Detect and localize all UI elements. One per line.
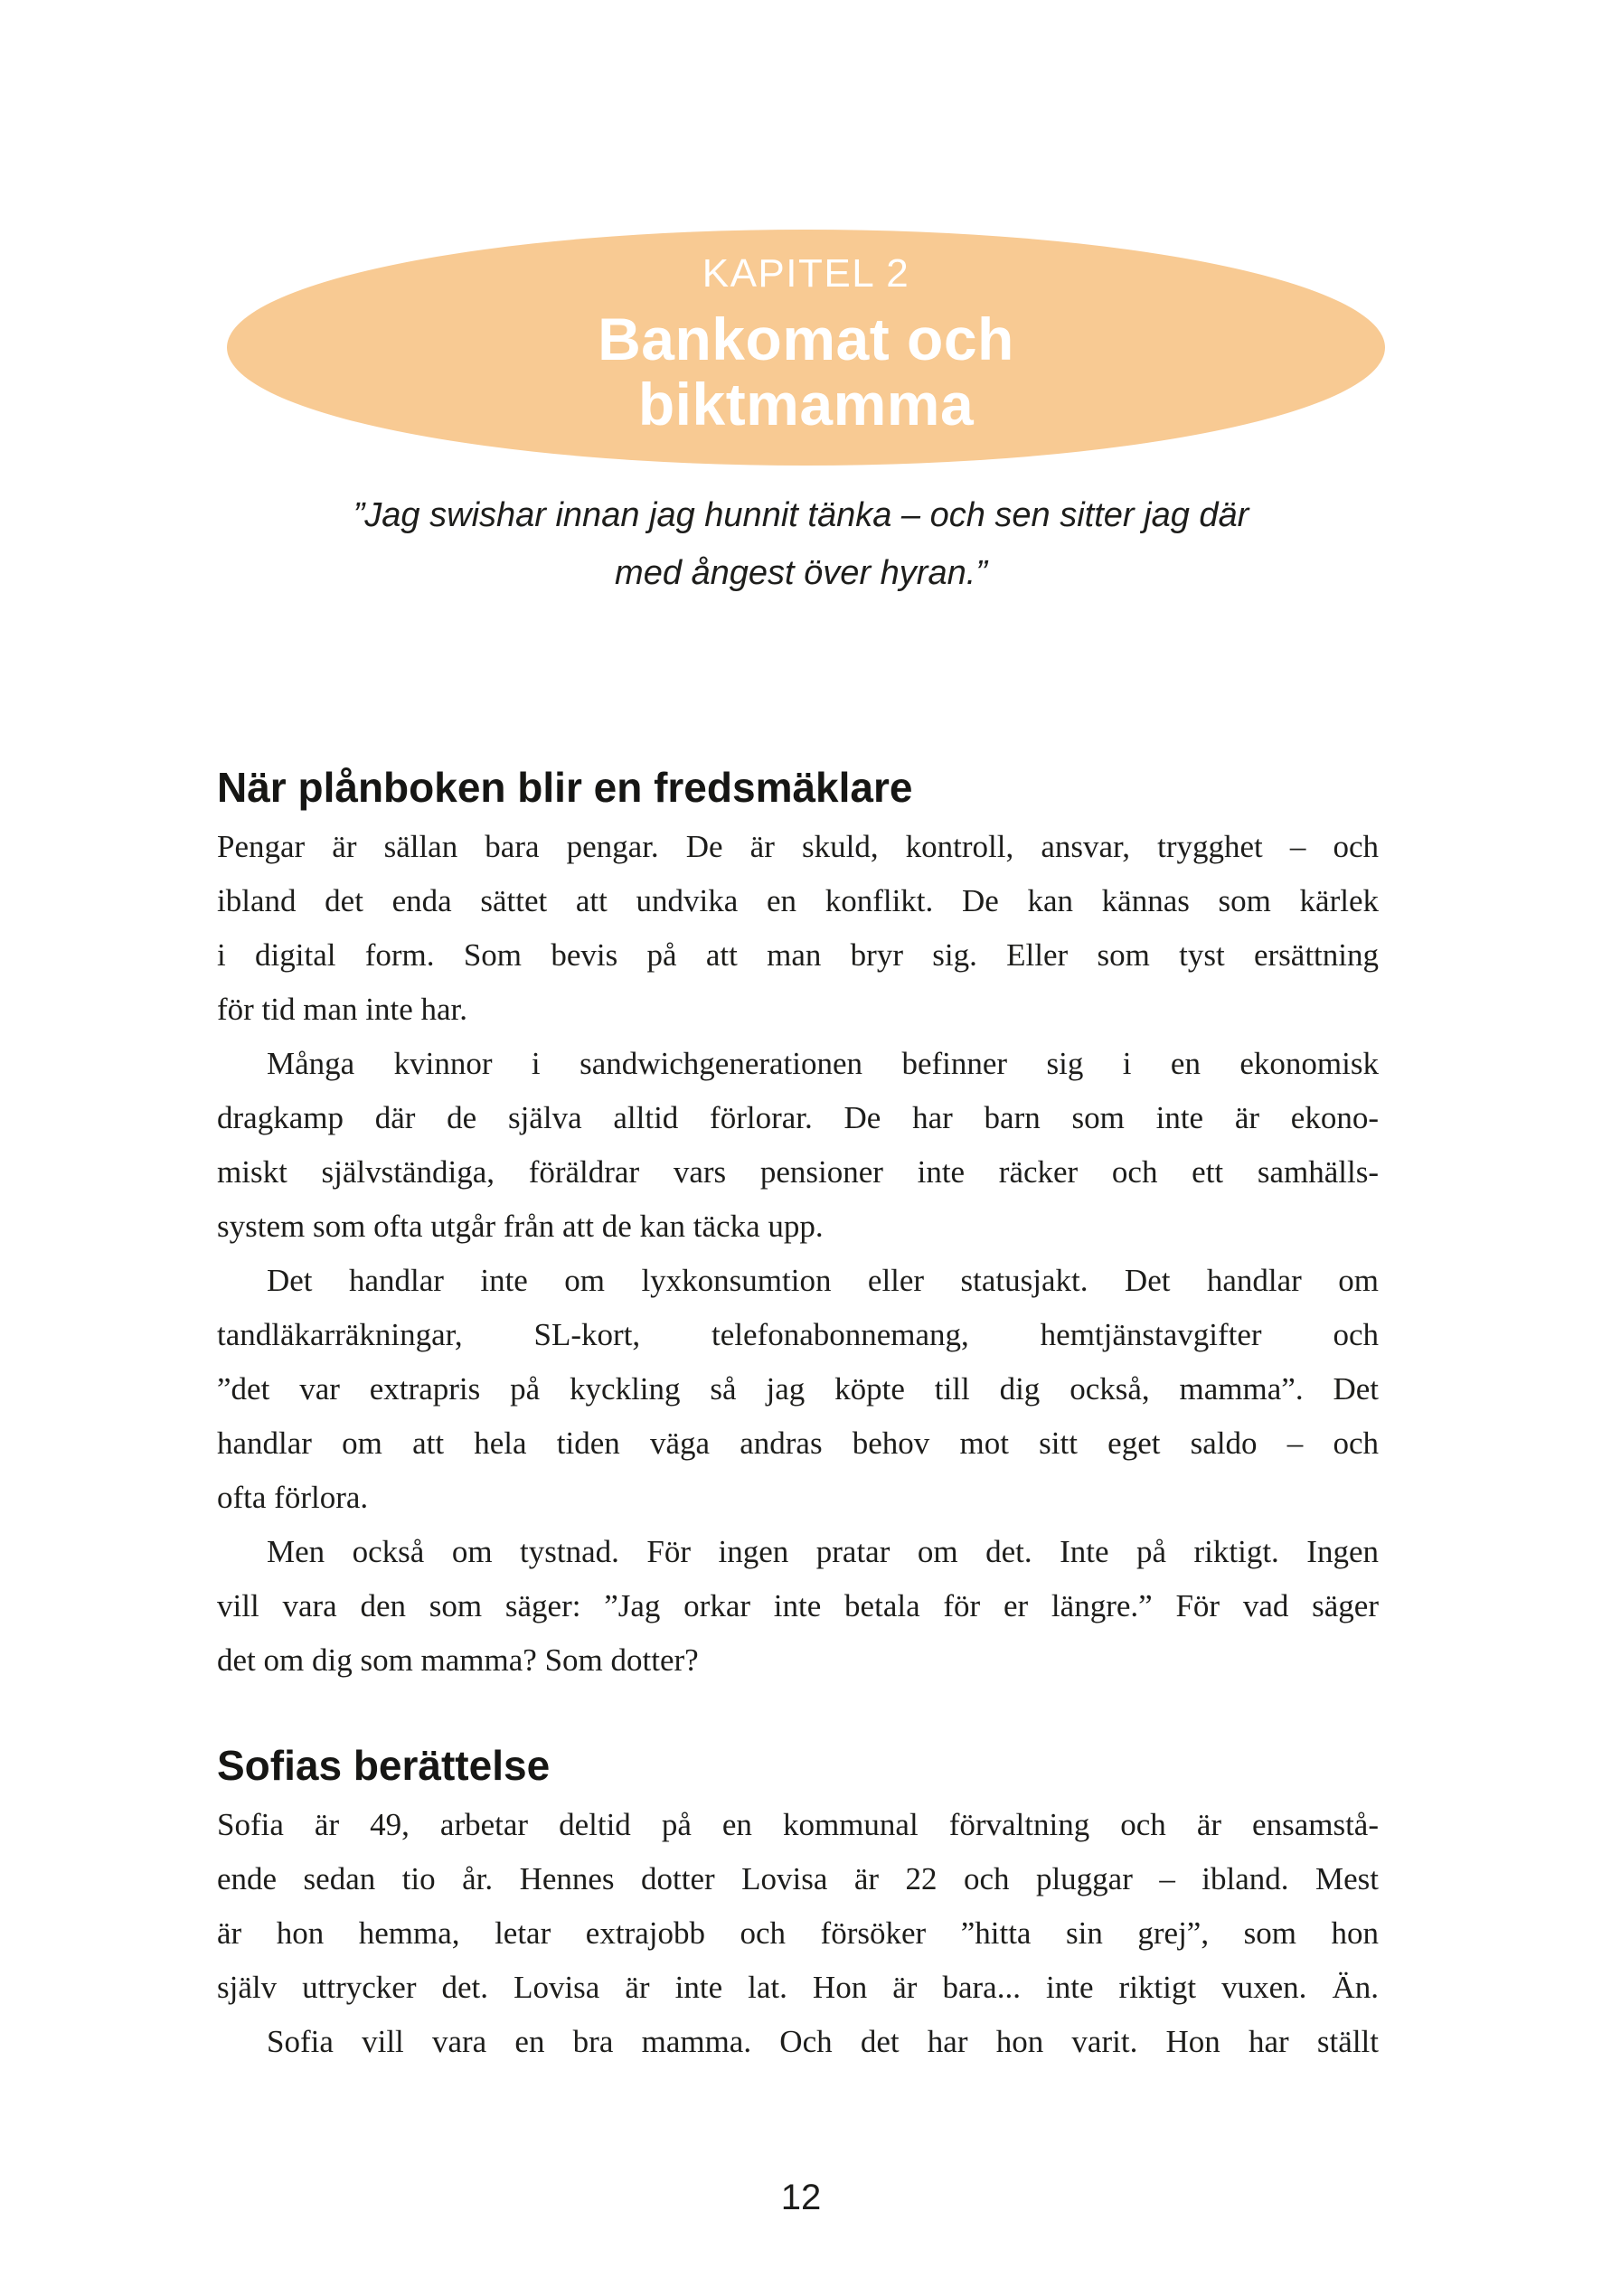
page-number: 12 [780,2178,822,2217]
chapter-title-line-1: Bankomat och [598,306,1014,372]
paragraph [217,820,1379,1037]
epigraph-line-2: med ångest över hyran.” [615,554,987,592]
body-line: Många kvinnor i sandwichgenerationen befinner sig i en ekonomisk [267,1046,1379,1081]
body-line: vill vara den som säger: ”Jag orkar inte betala för er längre.” För vad säger [217,1588,1379,1623]
body-line: Det handlar inte om lyxkonsumtion eller statusjakt. Det handlar om [267,1263,1379,1298]
body-line: Men också om tystnad. För ingen pratar om det. Inte på riktigt. Ingen [267,1534,1379,1569]
body-line: dragkamp där de själva alltid förlorar. De har barn som inte är ekono- [217,1100,1379,1135]
body-line: ”det var extrapris på kyckling så jag köpte till dig också, mamma”. Det [217,1371,1379,1407]
paragraph [217,1798,1379,2015]
body-line: själv uttrycker det. Lovisa är inte lat. Hon är bara... inte riktigt vuxen. Än. [217,1970,1379,2005]
body-line: för tid man inte har. [217,992,468,1027]
body-line: Pengar är sällan bara pengar. De är skuld, kontroll, ansvar, trygghet – och [217,829,1379,864]
paragraph [217,1254,1379,1525]
body-line: miskt självständiga, föräldrar vars pensioner inte räcker och ett samhälls- [217,1154,1379,1190]
epigraph [0,486,1602,602]
epigraph-line-1: ”Jag swishar innan jag hunnit tänka – och sen sitter jag där [353,496,1249,534]
page-body [217,764,1379,2069]
body-line: Sofia är 49, arbetar deltid på en kommunal förvaltning och är ensamstå- [217,1807,1379,1842]
chapter-kicker: KAPITEL 2 [702,251,910,296]
chapter-badge [227,230,1385,466]
body-line: ibland det enda sättet att undvika en konflikt. De kan kännas som kärlek [217,883,1379,918]
body-line: handlar om att hela tiden väga andras behov mot sitt eget saldo – och [217,1426,1379,1461]
paragraph [217,2015,1379,2069]
body-line: det om dig som mamma? Som dotter? [217,1642,699,1678]
chapter-title-line-2: biktmamma [637,371,975,438]
body-line: ofta förlora. [217,1480,369,1515]
body-line: tandläkarräkningar, SL-kort, telefonabonnemang, hemtjänstavgifter och [217,1317,1379,1352]
body-line: ende sedan tio år. Hennes dotter Lovisa är 22 och pluggar – ibland. Mest [217,1861,1379,1896]
body-line: är hon hemma, letar extrajobb och försöker ”hitta sin grej”, som hon [217,1915,1379,1951]
paragraph [217,1037,1379,1254]
section-heading: När plånboken blir en fredsmäklare [217,764,913,811]
paragraph [217,1525,1379,1688]
section-heading: Sofias berättelse [217,1742,551,1789]
body-line: i digital form. Som bevis på att man bryr sig. Eller som tyst ersättning [217,937,1379,973]
body-line: system som ofta utgår från att de kan täcka upp. [217,1209,824,1244]
body-line: Sofia vill vara en bra mamma. Och det har hon varit. Hon har ställt [267,2024,1379,2059]
